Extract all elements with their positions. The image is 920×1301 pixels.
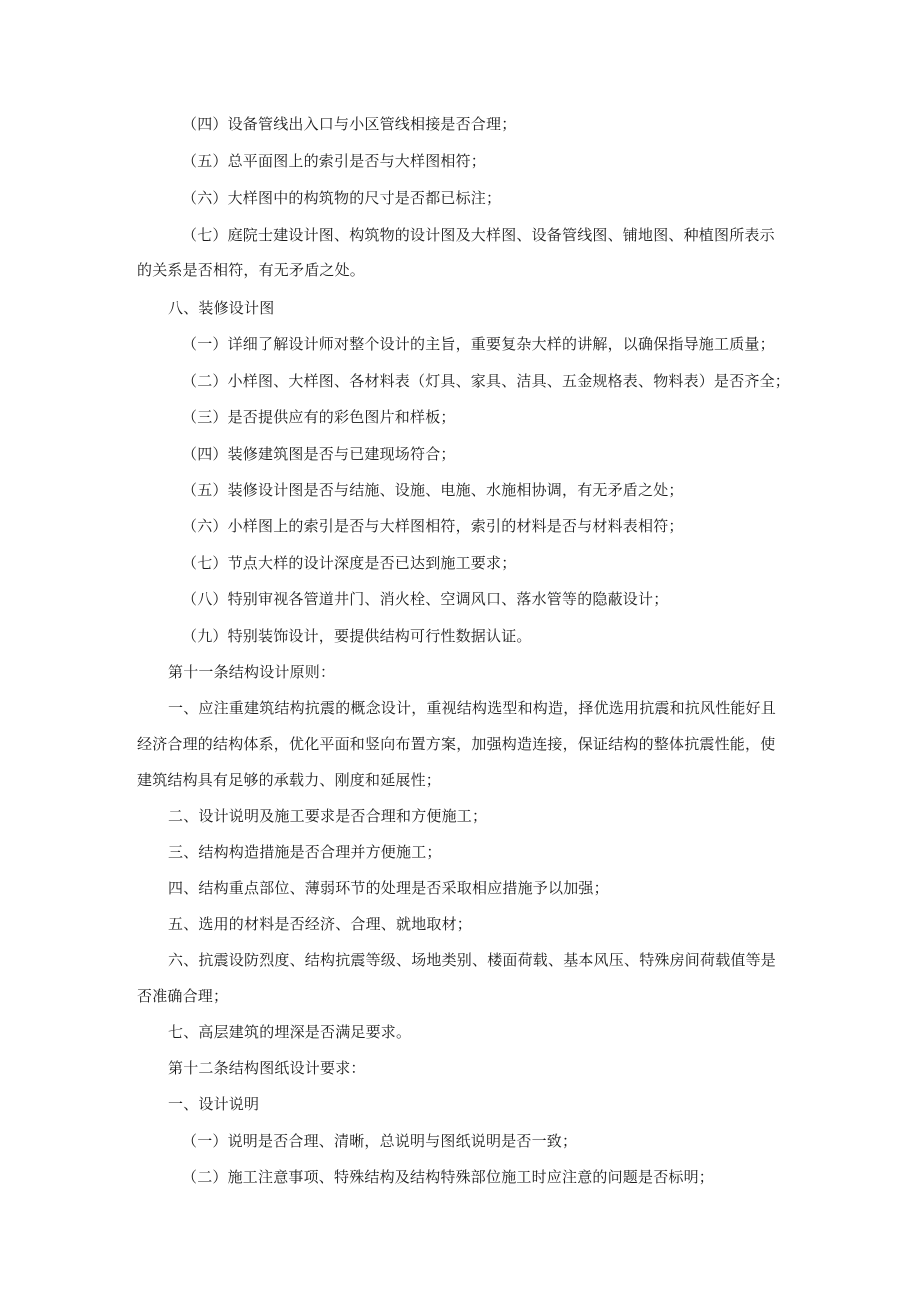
article-12-heading: 第十二条结构图纸设计要求： — [168, 1059, 366, 1077]
a11-item-2: 二、设计说明及施工要求是否合理和方便施工； — [168, 807, 488, 825]
a11-item-6-line2: 否准确合理； — [137, 987, 229, 1005]
item-7-courtyard-drawings-cont: 的关系是否相符，有无矛盾之处。 — [137, 261, 366, 279]
item-4-utility-lines: （四）设备管线出入口与小区管线相接是否合理； — [182, 115, 517, 133]
a12-item-2: （二）施工注意事项、特殊结构及结构特殊部位施工时应注意的问题是否标明； — [182, 1168, 715, 1186]
a11-item-4: 四、结构重点部位、薄弱环节的处理是否采取相应措施予以加强； — [168, 879, 609, 897]
a11-item-6-line1: 六、抗震设防烈度、结构抗震等级、场地类别、楼面荷载、基本风压、特殊房间荷载值等是 — [168, 951, 777, 969]
a11-item-5: 五、选用的材料是否经济、合理、就地取材； — [168, 915, 473, 933]
a11-item-1-line2: 经济合理的结构体系，优化平面和竖向布置方案，加强构造连接，保证结构的整体抗震性能，使 — [137, 735, 776, 753]
a12-item-1: （一）说明是否合理、清晰，总说明与图纸说明是否一致； — [182, 1132, 578, 1150]
a11-item-1-line1: 一、应注重建筑结构抗震的概念设计，重视结构选型和构造，择优选用抗震和抗风性能好且 — [168, 699, 777, 717]
item-5-site-plan-index: （五）总平面图上的索引是否与大样图相符； — [182, 152, 487, 170]
a11-item-1-line3: 建筑结构具有足够的承载力、刚度和延展性； — [137, 771, 442, 789]
s8-item-9: （九）特别装饰设计，要提供结构可行性数据认证。 — [182, 627, 532, 645]
s8-item-6: （六）小样图上的索引是否与大样图相符，索引的材料是否与材料表相符； — [182, 517, 684, 535]
s8-item-5: （五）装修设计图是否与结施、设施、电施、水施相协调，有无矛盾之处； — [182, 481, 684, 499]
a11-item-3: 三、结构构造措施是否合理并方便施工； — [168, 843, 442, 861]
s8-item-7: （七）节点大样的设计深度是否已达到施工要求； — [182, 554, 517, 572]
s8-item-4: （四）装修建筑图是否与已建现场符合； — [182, 445, 456, 463]
s8-item-1: （一）详细了解设计师对整个设计的主旨，重要复杂大样的讲解，以确保指导施工质量； — [182, 335, 775, 353]
section-8-heading: 八、装修设计图 — [168, 299, 275, 317]
item-6-detail-dimensions: （六）大样图中的构筑物的尺寸是否都已标注； — [182, 189, 502, 207]
a12-section-1-heading: 一、设计说明 — [168, 1095, 260, 1113]
s8-item-8: （八）特别审视各管道井门、消火栓、空调风口、落水管等的隐蔽设计； — [182, 590, 669, 608]
a11-item-7: 七、高层建筑的埋深是否满足要求。 — [168, 1023, 412, 1041]
s8-item-2: （二）小样图、大样图、各材料表（灯具、家具、洁具、五金规格表、物料表）是否齐全； — [182, 372, 791, 390]
s8-item-3: （三）是否提供应有的彩色图片和样板； — [182, 408, 456, 426]
item-7-courtyard-drawings: （七）庭院士建设计图、构筑物的设计图及大样图、设备管线图、铺地图、种植图所表示 — [182, 226, 775, 244]
article-11-heading: 第十一条结构设计原则： — [168, 663, 336, 681]
